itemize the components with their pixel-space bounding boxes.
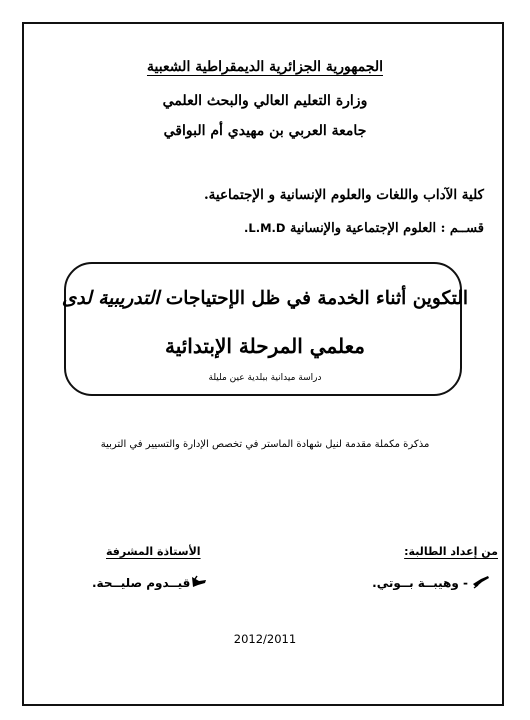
- faculty-line: كلية الآداب واللغات والعلوم الإنسانية و الإجتماعية.: [203, 187, 484, 203]
- title-line1-italic: التدريبية لدى: [61, 288, 160, 309]
- thesis-subtitle: دراسة ميدانية ببلدية عين مليلة: [208, 373, 322, 383]
- republic-heading: الجمهورية الجزائرية الديمقراطية الشعبية: [146, 59, 383, 75]
- ministry-heading: وزارة التعليم العالي والبحث العلمي: [162, 93, 368, 109]
- writing-hand-icon: [472, 575, 490, 589]
- department-line: [244, 222, 484, 235]
- supervisor-label: الأستاذة المشرفة: [106, 545, 201, 558]
- thesis-title-line2: معلمي المرحلة الإبتدائية: [164, 334, 366, 358]
- department-code: L.M.D.: [244, 221, 286, 235]
- supervisor-name: قيــدوم صليــحة.: [92, 576, 191, 590]
- thesis-title-line1: [0, 290, 530, 309]
- department-label: قســم : العلوم الإجتماعية والإنسانية: [290, 221, 484, 236]
- title-line1-start: التكوين أثناء الخدمة في ظل الإحتياجات: [165, 288, 469, 309]
- academic-year: 2012/2011: [233, 632, 297, 646]
- writing-hand-icon: [190, 575, 208, 589]
- memo-description: مذكرة مكملة مقدمة لنيل شهادة الماستر في تخصص الإدارة والتسيير في التربية: [100, 439, 430, 450]
- student-label: من إعداد الطالبة:: [404, 545, 498, 558]
- student-name: - وهيبــة بــوتي.: [372, 576, 468, 590]
- university-heading: جامعة العربي بن مهيدي أم البواقي: [163, 123, 367, 139]
